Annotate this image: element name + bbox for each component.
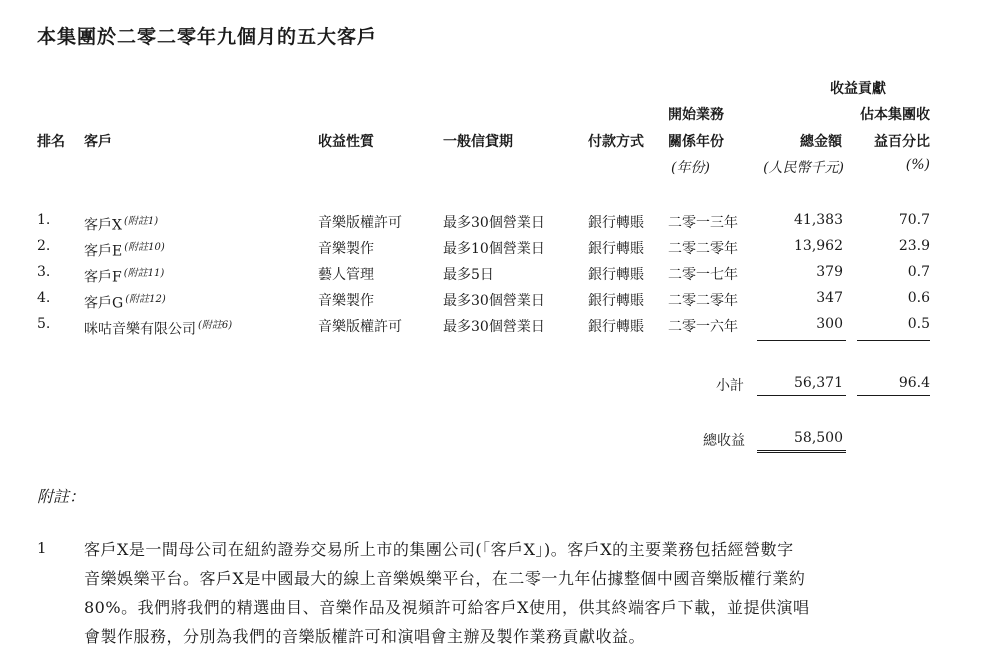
header-pct-line1: 佔本集團收: [860, 107, 930, 123]
header-pct-line2: 益百分比: [874, 134, 930, 150]
footnote-line: 客戶X是一間母公司在紐約證券交易所上市的集團公司(「客戶X」)。客戶X的主要業務包括經營數字: [84, 540, 794, 559]
row-rank: 3.: [37, 264, 51, 280]
row-customer: [84, 264, 164, 287]
row-customer-name: 咪咕音樂有限公司: [84, 321, 196, 338]
row-amount: 300: [816, 316, 843, 332]
row-since: 二零二零年: [668, 293, 738, 309]
row-nature: 音樂版權許可: [318, 319, 402, 335]
row-nature: 音樂製作: [318, 293, 374, 309]
header-since-unit: (年份): [671, 160, 710, 176]
row-customer-name: 客戶X: [84, 217, 122, 234]
row-amount: 13,962: [794, 238, 843, 254]
row-credit-period: 最多30個營業日: [443, 319, 545, 335]
row-customer-note: (附註11): [123, 268, 165, 279]
row-customer-note: (附註6): [198, 320, 233, 331]
amount-underline: [757, 340, 846, 341]
header-customer: 客戶: [84, 134, 112, 150]
header-since-line2: 關係年份: [668, 134, 724, 150]
header-rank: 排名: [37, 134, 65, 150]
total-double-underline: [757, 450, 846, 453]
header-payment: 付款方式: [588, 134, 644, 150]
row-amount: 41,383: [794, 212, 843, 228]
row-customer: [84, 290, 166, 313]
row-nature: 藝人管理: [318, 267, 374, 283]
header-amount-unit: (人民幣千元): [763, 160, 844, 176]
footnote-text: [84, 535, 954, 651]
notes-title: 附註：: [37, 487, 86, 506]
row-customer: [84, 212, 158, 235]
subtotal-amount: 56,371: [794, 375, 843, 391]
row-rank: 4.: [37, 290, 51, 306]
row-payment: 銀行轉賬: [588, 293, 644, 309]
row-since: 二零一三年: [668, 215, 738, 231]
total-label: 總收益: [703, 433, 745, 449]
subtotal-pct: 96.4: [898, 375, 930, 391]
row-pct: 0.7: [907, 264, 930, 280]
row-payment: 銀行轉賬: [588, 215, 644, 231]
row-payment: 銀行轉賬: [588, 267, 644, 283]
row-customer-note: (附註1): [123, 216, 159, 227]
header-total-amount: 總金額: [800, 134, 842, 150]
row-credit-period: 最多30個營業日: [443, 215, 545, 231]
footnote-line: 會製作服務，分別為我們的音樂版權許可和演唱會主辦及製作業務貢獻收益。: [84, 627, 646, 646]
row-payment: 銀行轉賬: [588, 319, 644, 335]
header-revenue-contribution: 收益貢獻: [830, 81, 886, 97]
subtotal-amount-underline: [757, 395, 846, 396]
row-nature: 音樂製作: [318, 241, 374, 257]
header-pct-unit: (%): [905, 157, 930, 173]
header-credit-period: 一般信貸期: [443, 134, 513, 150]
row-payment: 銀行轉賬: [588, 241, 644, 257]
row-customer-note: (附註12): [125, 294, 166, 305]
total-amount: 58,500: [794, 430, 843, 446]
row-customer: [84, 316, 232, 339]
header-since-line1: 開始業務: [668, 107, 724, 123]
row-pct: 0.5: [907, 316, 930, 332]
row-pct: 70.7: [898, 212, 930, 228]
page-title: 本集團於二零二零年九個月的五大客戶: [37, 26, 378, 48]
row-rank: 5.: [37, 316, 51, 332]
row-since: 二零二零年: [668, 241, 738, 257]
row-amount: 379: [816, 264, 843, 280]
row-customer-name: 客戶G: [84, 295, 124, 312]
header-nature: 收益性質: [318, 134, 374, 150]
row-customer: [84, 238, 165, 261]
footnote-line: 80%。我們將我們的精選曲目、音樂作品及視頻許可給客戶X使用，供其終端客戶下載，並提供演唱: [84, 598, 810, 617]
row-since: 二零一七年: [668, 267, 738, 283]
row-pct: 0.6: [907, 290, 930, 306]
footnote-number: 1: [37, 539, 47, 557]
row-customer-name: 客戶F: [84, 269, 122, 286]
subtotal-label: 小計: [716, 378, 744, 394]
row-amount: 347: [816, 290, 843, 306]
pct-underline: [857, 340, 930, 341]
row-pct: 23.9: [898, 238, 930, 254]
footnote-line: 音樂娛樂平台。客戶X是中國最大的線上音樂娛樂平台，在二零一九年佔據整個中國音樂版權行業約: [84, 569, 806, 588]
row-customer-name: 客戶E: [84, 243, 123, 260]
row-credit-period: 最多5日: [443, 267, 494, 283]
subtotal-pct-underline: [857, 395, 930, 396]
row-credit-period: 最多30個營業日: [443, 293, 545, 309]
row-rank: 2.: [37, 238, 51, 254]
row-credit-period: 最多10個營業日: [443, 241, 545, 257]
row-rank: 1.: [37, 212, 51, 228]
row-nature: 音樂版權許可: [318, 215, 402, 231]
row-since: 二零一六年: [668, 319, 738, 335]
row-customer-note: (附註10): [124, 242, 165, 253]
